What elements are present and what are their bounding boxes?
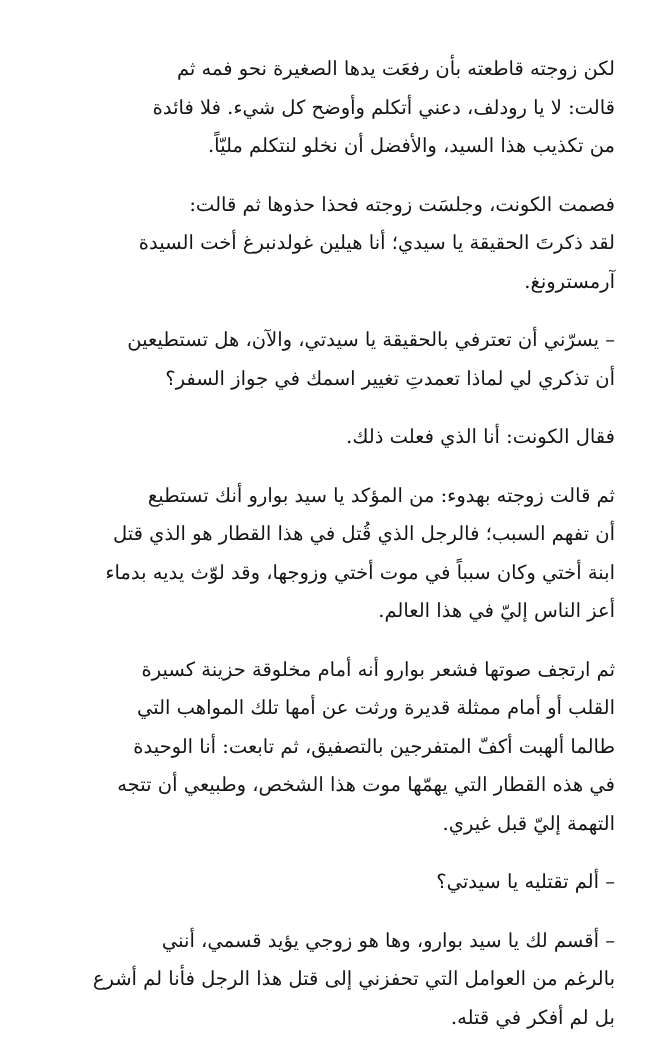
text-line: أن تفهم السبب؛ فالرجل الذي قُتل في هذا القطار هو الذي قتل (40, 515, 615, 554)
text-line: ابنة أختي وكان سبباً في موت أختي وزوجها، وقد لوّث يديه بدماء (40, 554, 615, 593)
paragraph-7 (40, 863, 615, 902)
text-line: أن تذكري لي لماذا تعمدتِ تغيير اسمك في جواز السفر؟ (40, 360, 615, 399)
paragraph-6 (40, 651, 615, 844)
text-line: ثم ارتجف صوتها فشعر بوارو أنه أمام مخلوقة حزينة كسيرة (40, 651, 615, 690)
text-line: لكن زوجته قاطعته بأن رفعَت يدها الصغيرة نحو فمه ثم (40, 50, 615, 89)
text-line: آرمسترونغ. (40, 263, 615, 302)
text-line: – يسرّني أن تعترفي بالحقيقة يا سيدتي، والآن، هل تستطيعين (40, 321, 615, 360)
text-line: القلب أو أمام ممثلة قديرة ورثت عن أمها تلك المواهب التي (40, 689, 615, 728)
text-line: من تكذيب هذا السيد، والأفضل أن نخلو لنتكلم مليّاً. (40, 127, 615, 166)
paragraph-5 (40, 477, 615, 631)
text-line: طالما ألهبت أكفّ المتفرجين بالتصفيق، ثم تابعت: أنا الوحيدة (40, 728, 615, 767)
paragraph-2 (40, 186, 615, 302)
text-line: فقال الكونت: أنا الذي فعلت ذلك. (40, 418, 615, 457)
text-line: قالت: لا يا رودلف، دعني أتكلم وأوضح كل شيء. فلا فائدة (40, 89, 615, 128)
text-line: – أقسم لك يا سيد بوارو، وها هو زوجي يؤيد قسمي، أنني (40, 922, 615, 961)
text-line: أعز الناس إليّ في هذا العالم. (40, 592, 615, 631)
text-line: بل لم أفكر في قتله. (40, 999, 615, 1037)
paragraph-3 (40, 321, 615, 398)
paragraph-1 (40, 50, 615, 166)
text-line: التهمة إليّ قبل غيري. (40, 805, 615, 844)
text-line: في هذه القطار التي يهمّها موت هذا الشخص، وطبيعي أن تتجه (40, 766, 615, 805)
text-line: بالرغم من العوامل التي تحفزني إلى قتل هذا الرجل فأنا لم أشرع (40, 960, 615, 999)
text-line: فصمت الكونت، وجلسَت زوجته فحذا حذوها ثم قالت: (40, 186, 615, 225)
paragraph-4 (40, 418, 615, 457)
text-line: – ألم تقتليه يا سيدتي؟ (40, 863, 615, 902)
text-line: ثم قالت زوجته بهدوء: من المؤكد يا سيد بوارو أنك تستطيع (40, 477, 615, 516)
paragraph-8 (40, 922, 615, 1037)
text-line: لقد ذكرتَ الحقيقة يا سيدي؛ أنا هيلين غولدنبرغ أخت السيدة (40, 224, 615, 263)
